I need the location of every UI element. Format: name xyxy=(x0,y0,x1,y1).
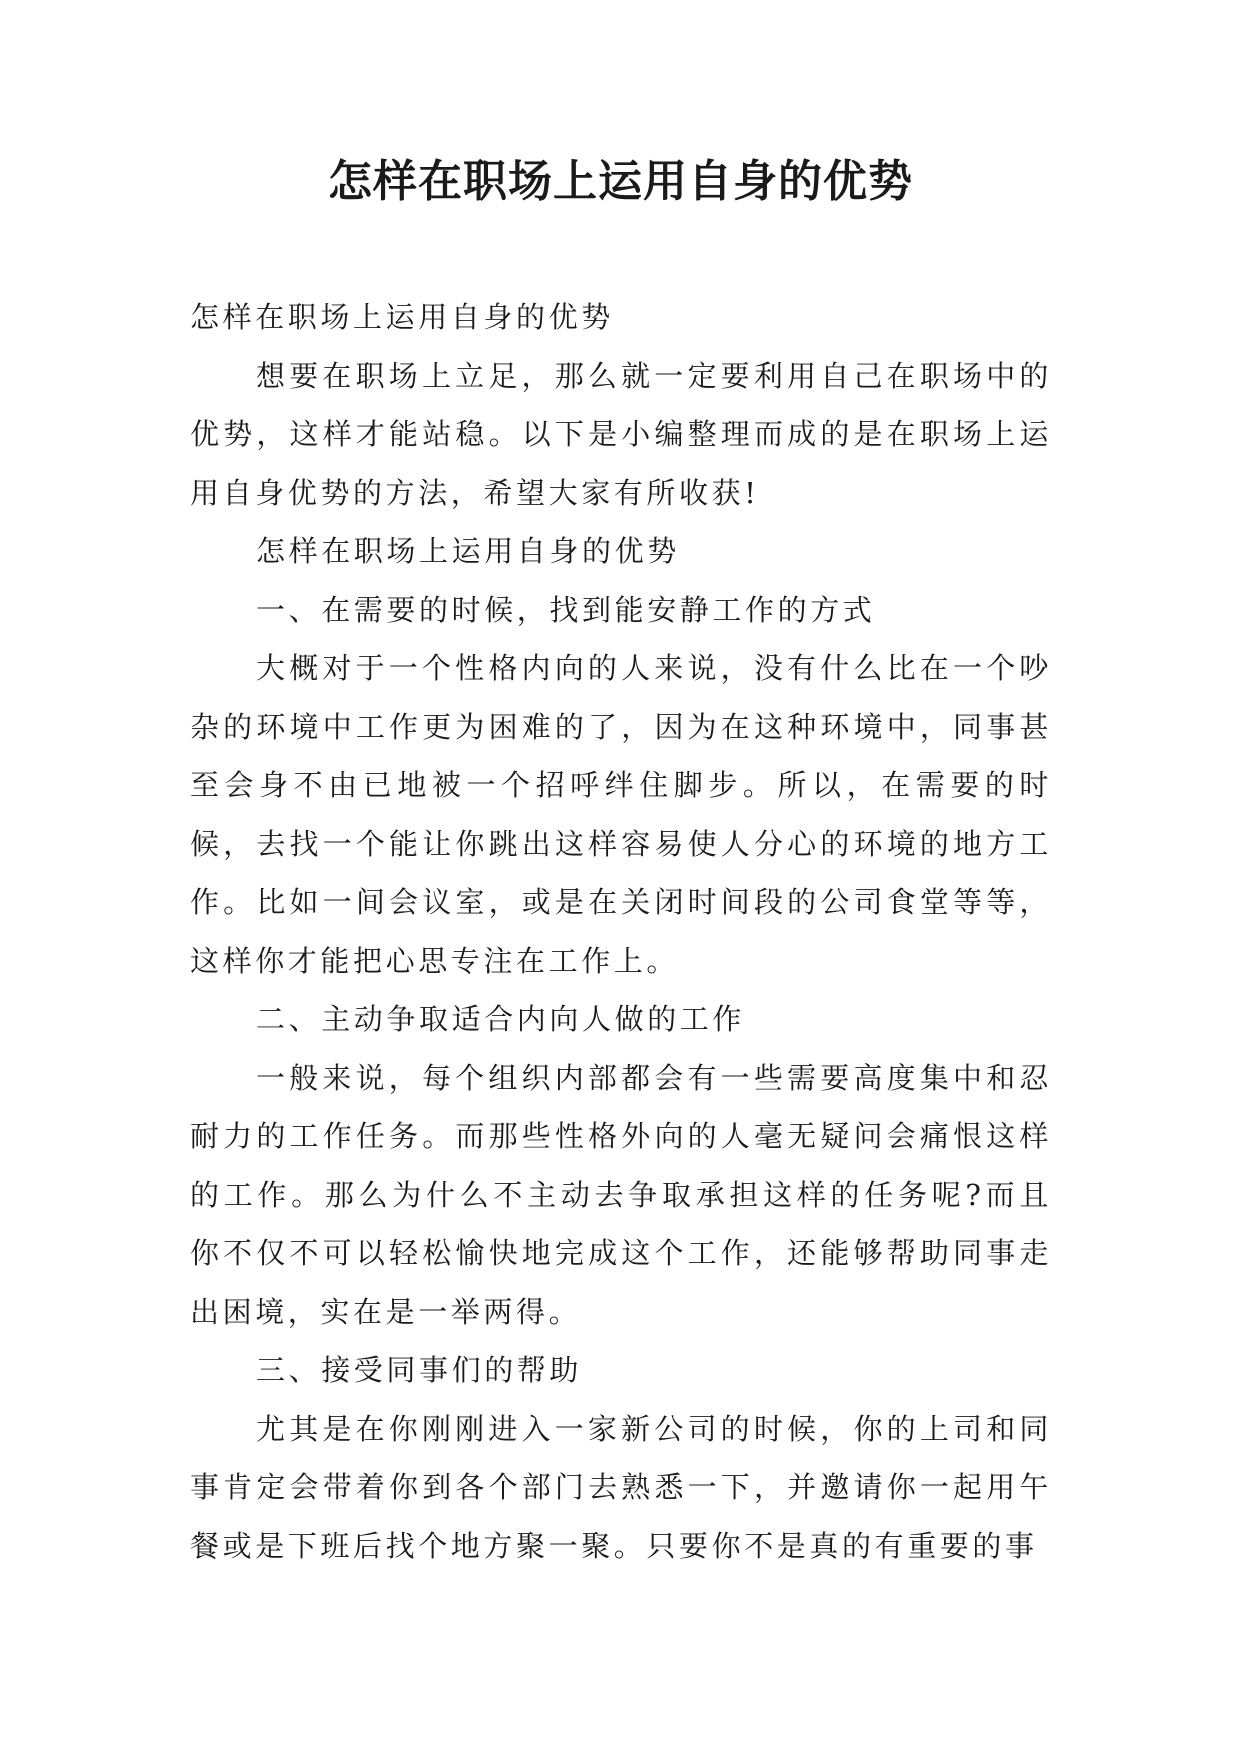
document-title: 怎样在职场上运用自身的优势 xyxy=(328,156,913,207)
section-heading-3: 三、接受同事们的帮助 xyxy=(256,1353,583,1387)
paragraph-subtitle: 怎样在职场上运用自身的优势 xyxy=(190,300,614,334)
paragraph-section-2: 一般来说，每个组织内部都会有一些需要高度集中和忍耐力的工作任务。而那些性格外向的人毫无疑问会痛恨这样的工作。那么为什么不主动去争取承担这样的任务呢?而且你不仅不可以轻松愉快地完成这个工作，还能够帮助同事走出困境，实在是一举两得。 xyxy=(190,1060,1052,1329)
paragraph-section-1: 大概对于一个性格内向的人来说，没有什么比在一个吵杂的环境中工作更为困难的了，因为在这种环境中，同事甚至会身不由已地被一个招呼绊住脚步。所以，在需要的时候，去找一个能让你跳出这样容易使人分心的环境的地方工作。比如一间会议室，或是在关闭时间段的公司食堂等等，这样你才能把心思专注在工作上。 xyxy=(190,651,1052,978)
paragraph-section-3: 尤其是在你刚刚进入一家新公司的时候，你的上司和同事肯定会带着你到各个部门去熟悉一下，并邀请你一起用午餐或是下班后找个地方聚一聚。只要你不是真的有重要的事 xyxy=(190,1411,1052,1563)
paragraph-heading-repeat: 怎样在职场上运用自身的优势 xyxy=(256,534,680,568)
document-body xyxy=(190,288,1052,1575)
paragraph-intro: 想要在职场上立足，那么就一定要利用自己在职场中的优势，这样才能站稳。以下是小编整理而成的是在职场上运用自身优势的方法，希望大家有所收获! xyxy=(190,358,1052,510)
section-heading-1: 一、在需要的时候，找到能安静工作的方式 xyxy=(256,592,876,627)
section-heading-2: 二、主动争取适合内向人做的工作 xyxy=(256,1002,746,1036)
